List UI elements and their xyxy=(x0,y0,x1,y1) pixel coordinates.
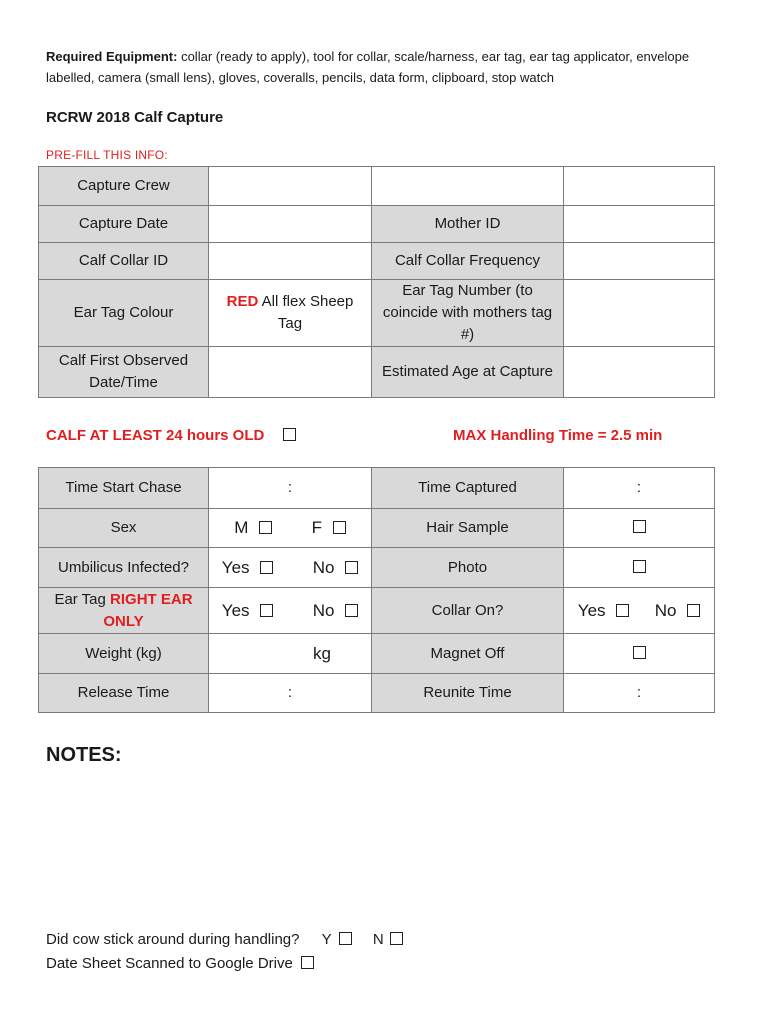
notes-heading: NOTES: xyxy=(46,744,122,766)
kg-unit: kg xyxy=(313,643,331,663)
capture-crew-field-2[interactable] xyxy=(372,167,564,206)
collar-on-label: Collar On? xyxy=(372,588,564,634)
capture-crew-field-3[interactable] xyxy=(564,167,715,206)
calf-first-observed-field[interactable] xyxy=(209,347,372,398)
max-handling-warning: MAX Handling Time = 2.5 min xyxy=(453,427,663,444)
release-time-label: Release Time xyxy=(39,674,209,713)
reunite-time-label: Reunite Time xyxy=(372,674,564,713)
equipment-label: Required Equipment: xyxy=(46,49,178,64)
capture-crew-field-1[interactable] xyxy=(209,167,372,206)
calf-age-text: CALF AT LEAST 24 hours OLD xyxy=(46,427,265,444)
male-checkbox[interactable] xyxy=(259,521,272,534)
hair-sample-field xyxy=(564,509,715,548)
time-start-chase-label: Time Start Chase xyxy=(39,468,209,509)
male-label: M xyxy=(234,518,249,537)
yes-label: Yes xyxy=(221,557,250,577)
prefill-note: PRE-FILL THIS INFO: xyxy=(46,148,168,162)
weight-label: Weight (kg) xyxy=(39,634,209,674)
photo-field xyxy=(564,548,715,588)
ear-tag-yes-checkbox[interactable] xyxy=(260,604,273,617)
calf-collar-id-label: Calf Collar ID xyxy=(39,243,209,280)
collar-on-no-checkbox[interactable] xyxy=(687,604,700,617)
time-separator: : xyxy=(636,479,642,496)
ear-tag-colour-value xyxy=(209,280,372,347)
time-captured-label: Time Captured xyxy=(372,468,564,509)
collar-on-field xyxy=(564,588,715,634)
hair-sample-checkbox[interactable] xyxy=(633,520,646,533)
time-separator: : xyxy=(636,684,642,701)
ear-tag-number-label: Ear Tag Number (to coincide with mothers tag #) xyxy=(372,280,564,347)
female-label: F xyxy=(311,518,323,537)
umbilicus-label: Umbilicus Infected? xyxy=(39,548,209,588)
calf-collar-id-field[interactable] xyxy=(209,243,372,280)
time-separator: : xyxy=(287,479,293,496)
ear-tag-right-field xyxy=(209,588,372,634)
magnet-off-checkbox[interactable] xyxy=(633,646,646,659)
photo-checkbox[interactable] xyxy=(633,560,646,573)
no-label: No xyxy=(312,600,335,620)
form-title: RCRW 2018 Calf Capture xyxy=(46,109,224,126)
cow-no-checkbox[interactable] xyxy=(390,932,403,945)
umbilicus-yes-checkbox[interactable] xyxy=(260,561,273,574)
weight-field[interactable] xyxy=(209,634,372,674)
reunite-time-field[interactable] xyxy=(564,674,715,713)
calf-age-checkbox[interactable] xyxy=(283,428,296,441)
ear-tag-no-checkbox[interactable] xyxy=(345,604,358,617)
time-captured-field[interactable] xyxy=(564,468,715,509)
time-separator: : xyxy=(287,684,293,701)
equipment-items: collar (ready to apply), tool for collar, scale/harness, ear tag, ear tag applicator, envelope labelled, camera (small lens), gloves, coveralls, pencils, data form, clipboard, stop watch xyxy=(46,49,690,85)
ear-tag-prefix: Ear Tag xyxy=(54,590,106,608)
sex-field xyxy=(209,509,372,548)
umbilicus-field xyxy=(209,548,372,588)
capture-crew-label: Capture Crew xyxy=(39,167,209,206)
y-label: Y xyxy=(321,931,332,948)
magnet-off-label: Magnet Off xyxy=(372,634,564,674)
mother-id-field[interactable] xyxy=(564,206,715,243)
calf-age-warning xyxy=(46,427,296,444)
ear-tag-colour-red: RED xyxy=(226,293,259,310)
release-time-field[interactable] xyxy=(209,674,372,713)
scanned-text: Date Sheet Scanned to Google Drive xyxy=(46,955,293,972)
right-ear-only: RIGHT EAR ONLY xyxy=(103,590,193,630)
calf-collar-frequency-field[interactable] xyxy=(564,243,715,280)
yes-label: Yes xyxy=(577,600,606,620)
capture-table xyxy=(38,467,715,713)
photo-label: Photo xyxy=(372,548,564,588)
sex-label: Sex xyxy=(39,509,209,548)
scanned-line xyxy=(46,955,314,972)
prefill-table xyxy=(38,166,715,398)
ear-tag-number-field[interactable] xyxy=(564,280,715,347)
female-checkbox[interactable] xyxy=(333,521,346,534)
estimated-age-field[interactable] xyxy=(564,347,715,398)
scanned-checkbox[interactable] xyxy=(301,956,314,969)
time-start-chase-field[interactable] xyxy=(209,468,372,509)
calf-collar-frequency-label: Calf Collar Frequency xyxy=(372,243,564,280)
no-label: No xyxy=(654,600,677,620)
magnet-off-field xyxy=(564,634,715,674)
estimated-age-label: Estimated Age at Capture xyxy=(372,347,564,398)
cow-question-line xyxy=(46,931,403,948)
capture-date-label: Capture Date xyxy=(39,206,209,243)
ear-tag-colour-desc: All flex Sheep Tag xyxy=(261,293,354,332)
collar-on-yes-checkbox[interactable] xyxy=(616,604,629,617)
n-label: N xyxy=(372,931,384,948)
cow-question: Did cow stick around during handling? xyxy=(46,931,300,948)
ear-tag-colour-label: Ear Tag Colour xyxy=(39,280,209,347)
calf-first-observed-label: Calf First Observed Date/Time xyxy=(39,347,209,398)
umbilicus-no-checkbox[interactable] xyxy=(345,561,358,574)
no-label: No xyxy=(312,557,335,577)
hair-sample-label: Hair Sample xyxy=(372,509,564,548)
mother-id-label: Mother ID xyxy=(372,206,564,243)
ear-tag-right-label xyxy=(39,588,209,634)
capture-date-field[interactable] xyxy=(209,206,372,243)
yes-label: Yes xyxy=(221,600,250,620)
cow-yes-checkbox[interactable] xyxy=(339,932,352,945)
required-equipment xyxy=(46,46,736,88)
